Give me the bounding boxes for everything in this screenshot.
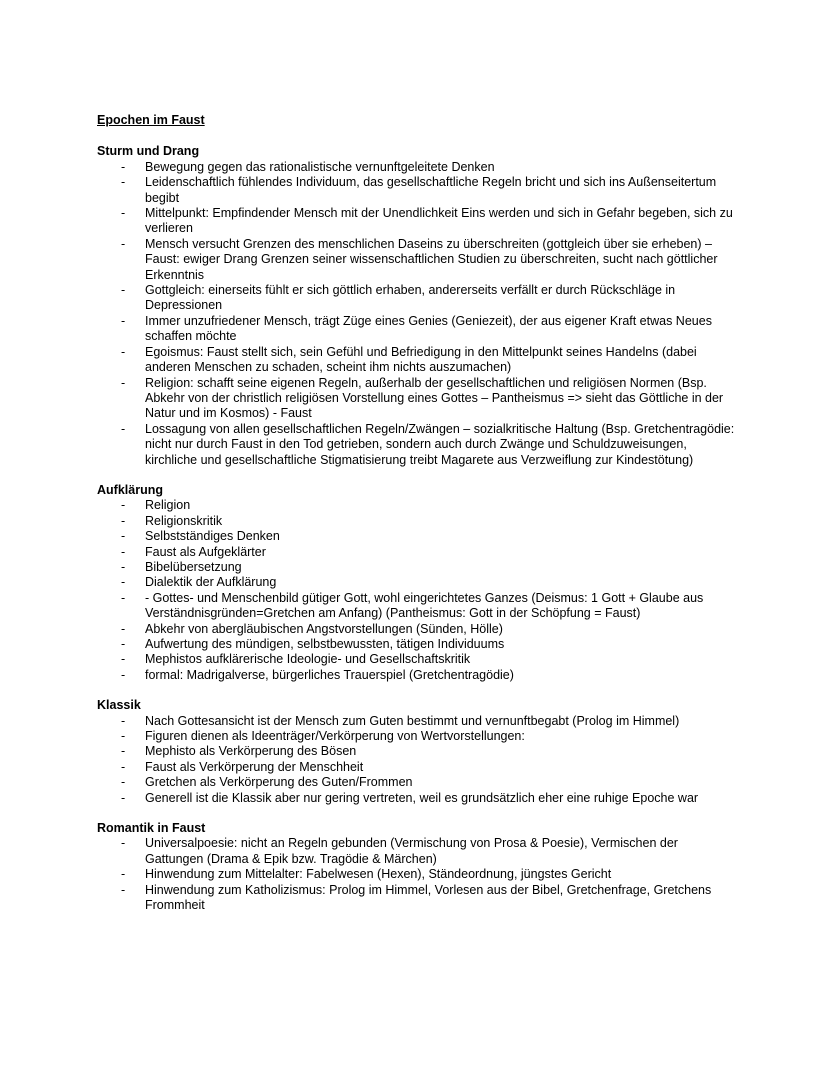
list-item <box>97 283 736 314</box>
bullet-list <box>97 498 736 683</box>
section-heading: Klassik <box>97 698 141 713</box>
list-item <box>97 514 736 529</box>
list-item <box>97 422 736 468</box>
bullet-dash: - <box>121 513 126 528</box>
list-item-text: Egoismus: Faust stellt sich, sein Gefühl und Befriedigung in den Mittelpunkt seines Handelns (dabei anderen Menschen zu schaden, scheint ihm nichts auszumachen) <box>145 344 697 375</box>
list-item <box>97 791 736 806</box>
list-item-text: Lossagung von allen gesellschaftlichen Regeln/Zwängen – sozialkritische Haltung (Bsp. Gretchentragödie: nicht nur durch Faust in den Tod getrieben, sondern auch durch Zwänge und Schuldzuweisungen, kirchliche und gesellschaftliche Stigmatisierung treibt Magarete aus Verzweiflung zur Kindestötung) <box>145 421 735 467</box>
bullet-dash: - <box>121 544 126 559</box>
list-item-text: Universalpoesie: nicht an Regeln gebunden (Vermischung von Prosa & Poesie), Vermischen der Gattungen (Drama & Epik bzw. Tragödie & Märchen) <box>145 836 678 866</box>
section-heading: Sturm und Drang <box>97 144 200 159</box>
list-item-text: Gottgleich: einerseits fühlt er sich göttlich erhaben, andererseits verfällt er durch Rückschläge in Depressionen <box>145 283 676 313</box>
list-item-text: Religion <box>145 498 191 513</box>
bullet-list <box>97 836 736 913</box>
list-item-text: Faust als Aufgeklärter <box>145 544 266 559</box>
list-item <box>97 560 736 575</box>
bullet-dash: - <box>121 236 126 251</box>
bullet-dash: - <box>121 498 126 513</box>
bullet-dash: - <box>121 836 126 851</box>
list-item <box>97 867 736 882</box>
bullet-dash: - <box>121 729 126 744</box>
list-item <box>97 729 736 744</box>
list-item <box>97 314 736 345</box>
list-item-text: formal: Madrigalverse, bürgerliches Trauerspiel (Gretchentragödie) <box>145 667 514 682</box>
list-item <box>97 545 736 560</box>
section-heading: Aufklärung <box>97 482 163 497</box>
list-item-text: Gretchen als Verkörperung des Guten/Frommen <box>145 775 413 790</box>
document-title: Epochen im Faust <box>97 113 205 127</box>
list-item <box>97 714 736 729</box>
list-item <box>97 775 736 790</box>
section-klassik <box>97 698 736 806</box>
bullet-dash: - <box>121 529 126 544</box>
list-item <box>97 760 736 775</box>
list-item-text: Immer unzufriedener Mensch, trägt Züge eines Genies (Geniezeit), der aus eigener Kraft etwas Neues schaffen möchte <box>145 313 712 344</box>
list-item-text: Hinwendung zum Katholizismus: Prolog im Himmel, Vorlesen aus der Bibel, Gretchenfrage, Gretchens Frommheit <box>145 882 712 913</box>
bullet-dash: - <box>121 159 126 174</box>
list-item-text: Leidenschaftlich fühlendes Individuum, das gesellschaftliche Regeln bricht und sich ins Außenseitertum begibt <box>145 175 717 205</box>
section-heading: Romantik in Faust <box>97 821 206 836</box>
bullet-dash: - <box>121 759 126 774</box>
list-item-text: Aufwertung des mündigen, selbstbewussten, tätigen Individuums <box>145 637 505 651</box>
list-item-text: Hinwendung zum Mittelalter: Fabelwesen (Hexen), Ständeordnung, jüngstes Gericht <box>145 867 612 882</box>
list-item <box>97 376 736 422</box>
list-item <box>97 591 736 622</box>
bullet-dash: - <box>121 867 126 882</box>
list-item <box>97 668 736 683</box>
list-item-text: Bibelübersetzung <box>145 559 242 574</box>
list-item-text: Mittelpunkt: Empfindender Mensch mit der Unendlichkeit Eins werden und sich in Gefahr begeben, sich zu verlieren <box>145 206 733 236</box>
list-item <box>97 206 736 237</box>
list-item-text: Mephisto als Verkörperung des Bösen <box>145 744 357 759</box>
list-item-text: Nach Gottesansicht ist der Mensch zum Guten bestimmt und vernunftbegabt (Prolog im Himmel) <box>145 713 680 728</box>
list-item <box>97 498 736 513</box>
list-item <box>97 529 736 544</box>
list-item-text: Mephistos aufklärerische Ideologie- und Gesellschaftskritik <box>145 652 471 667</box>
bullet-dash: - <box>121 790 126 805</box>
bullet-dash: - <box>121 313 126 328</box>
bullet-dash: - <box>121 744 126 759</box>
bullet-dash: - <box>121 375 126 390</box>
bullet-list <box>97 160 736 468</box>
list-item <box>97 160 736 175</box>
bullet-dash: - <box>121 559 126 574</box>
bullet-dash: - <box>121 621 126 636</box>
bullet-dash: - <box>121 667 126 682</box>
list-item <box>97 652 736 667</box>
list-item-text: Dialektik der Aufklärung <box>145 575 277 590</box>
bullet-dash: - <box>121 775 126 790</box>
bullet-dash: - <box>121 344 126 359</box>
list-item <box>97 883 736 914</box>
list-item <box>97 237 736 283</box>
bullet-dash: - <box>121 206 126 221</box>
bullet-dash: - <box>121 637 126 651</box>
bullet-dash: - <box>121 283 126 298</box>
list-item <box>97 622 736 637</box>
bullet-list <box>97 714 736 806</box>
list-item <box>97 836 736 867</box>
section-aufklaerung <box>97 483 736 683</box>
bullet-dash: - <box>121 575 126 590</box>
list-item-text: - Gottes- und Menschenbild gütiger Gott, wohl eingerichtetes Ganzes (Deismus: 1 Gott + Glaube aus Verständnisgründen=Gretchen am Anfang) (Pantheismus: Gott in der Schöpfung = Faust) <box>145 590 704 621</box>
list-item-text: Faust als Verkörperung der Menschheit <box>145 759 364 774</box>
section-sturm-und-drang <box>97 144 736 468</box>
bullet-dash: - <box>121 882 126 897</box>
list-item-text: Religionskritik <box>145 513 223 528</box>
list-item <box>97 175 736 206</box>
list-item-text: Generell ist die Klassik aber nur gering vertreten, weil es grundsätzlich eher eine ruhige Epoche war <box>145 790 699 805</box>
list-item <box>97 744 736 759</box>
bullet-dash: - <box>121 590 126 605</box>
list-item <box>97 345 736 376</box>
list-item-text: Bewegung gegen das rationalistische vernunftgeleitete Denken <box>145 159 495 174</box>
list-item <box>97 575 736 590</box>
bullet-dash: - <box>121 421 126 436</box>
list-item-text: Abkehr von abergläubischen Angstvorstellungen (Sünden, Hölle) <box>145 621 503 636</box>
list-item-text: Mensch versucht Grenzen des menschlichen Daseins zu überschreiten (gottgleich über sie erheben) – Faust: ewiger Drang Grenzen seiner wissenschaftlichen Studien zu überschreiten, sucht nach göttlicher Erkenntnis <box>145 236 718 282</box>
bullet-dash: - <box>121 713 126 728</box>
list-item-text: Religion: schafft seine eigenen Regeln, außerhalb der gesellschaftlichen und religiösen Normen (Bsp. Abkehr von der christlich religiösen Vorstellung eines Gottes – Pantheismus => sieht das Göttliche in der Natur und im Kosmos) - Faust <box>145 375 724 421</box>
list-item-text: Figuren dienen als Ideenträger/Verkörperung von Wertvorstellungen: <box>145 729 525 744</box>
list-item-text: Selbstständiges Denken <box>145 529 280 544</box>
list-item <box>97 637 736 652</box>
bullet-dash: - <box>121 175 126 190</box>
document-sections <box>97 144 736 913</box>
section-romantik-in-faust <box>97 821 736 913</box>
bullet-dash: - <box>121 652 126 667</box>
